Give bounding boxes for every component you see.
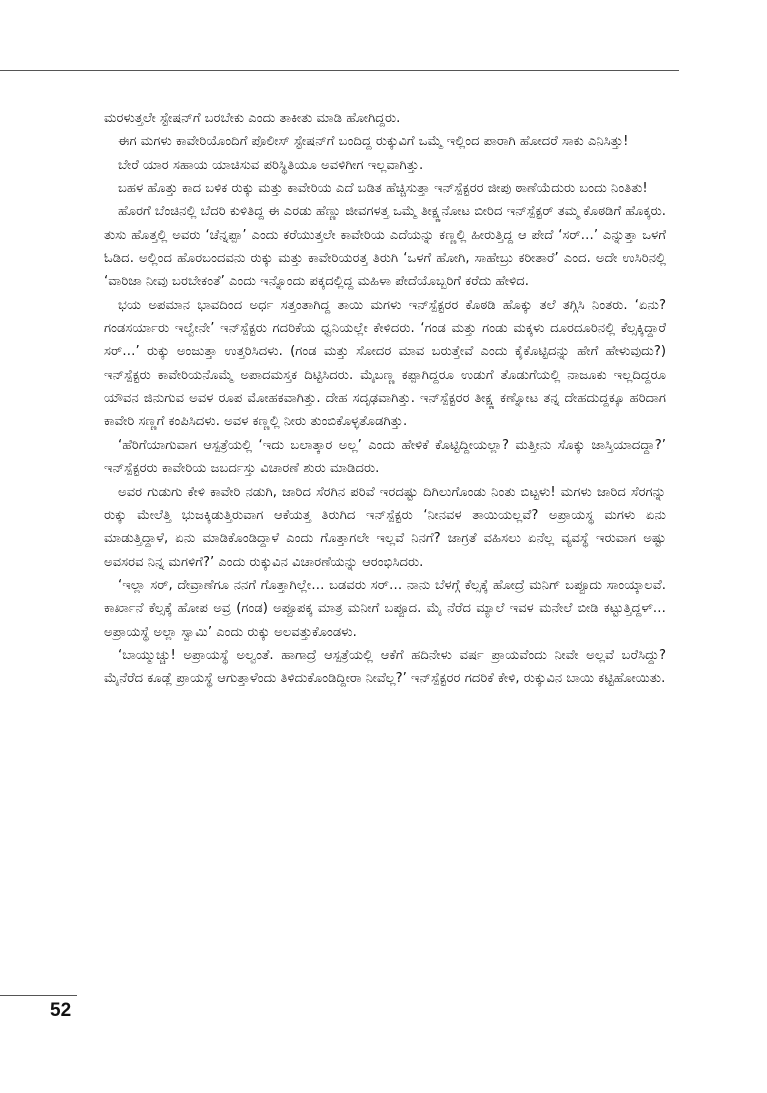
- paragraph-1: ಮರಳುತ್ತಲೇ ಸ್ಟೇಷನ್‌ಗೆ ಬರಬೇಕು ಎಂದು ತಾಕೀತು ಮಾಡಿ ಹೋಗಿದ್ದರು.: [104, 111, 401, 126]
- paragraph-5: ಹೊರಗೆ ಬೆಂಚಿನಲ್ಲಿ ಬೆದರಿ ಕುಳಿತಿದ್ದ ಈ ಎರಡು ಹೆಣ್ಣು ಜೀವಗಳತ್ತ ಒಮ್ಮೆ ತೀಕ್ಷ್ಣನೋಟ ಬೀರಿದ ಇನ್‌ಸ್ಪೆಕ್ಟರ್ ತಮ್ಮ ಕೊಠಡಿಗೆ ಹೊಕ್ಕರು. ತುಸು ಹೊತ್ತಲ್ಲಿ ಅವರು ‘ಚೆನ್ನಪ್ಪಾ’ ಎಂದು ಕರೆಯುತ್ತಲೇ ಕಾವೇರಿಯ ಎದೆಯನ್ನು ಕಣ್ಣಲ್ಲಿ ಹೀರುತ್ತಿದ್ದ ಆ ಪೇದೆ ‘ಸರ್…’ ಎನ್ನುತ್ತಾ ಒಳಗೆ ಓಡಿದ. ಅಲ್ಲಿಂದ ಹೊರಬಂದವನು ರುಕ್ಕು ಮತ್ತು ಕಾವೇರಿಯರತ್ತ ತಿರುಗಿ ‘ಒಳಗೆ ಹೋಗಿ, ಸಾಹೇಬ್ರು ಕರೀತಾರೆ’ ಎಂದ. ಅದೇ ಉಸಿರಿನಲ್ಲಿ ‘ವಾರಿಜಾ ನೀವು ಬರಬೇಕಂತೆ’ ಎಂದು ಇನ್ನೊಂದು ಪಕ್ಕದಲ್ಲಿದ್ದ ಮಹಿಳಾ ಪೇದೆಯೊಬ್ಬರಿಗೆ ಕರೆದು ಹೇಳಿದ.: [104, 204, 666, 290]
- paragraph-3: ಬೇರೆ ಯಾರ ಸಹಾಯ ಯಾಚಿಸುವ ಪರಿಸ್ಥಿತಿಯೂ ಅವಳಿಗೀಗ ಇಲ್ಲವಾಗಿತ್ತು.: [118, 157, 424, 173]
- paragraph-6: ಭಯ ಅಪಮಾನ ಭಾವದಿಂದ ಅರ್ಧ ಸತ್ತಂತಾಗಿದ್ದ ತಾಯಿ ಮಗಳು ಇನ್‌ಸ್ಪೆಕ್ಟರರ ಕೊಠಡಿ ಹೊಕ್ಕು ತಲೆ ತಗ್ಗಿಸಿ ನಿಂತರು. ‘ಏನು? ಗಂಡಸರ್ಯಾರು ಇಲ್ವೇನೇ’ ಇನ್‌ಸ್ಪೆಕ್ಟರು ಗದರಿಕೆಯ ಧ್ವನಿಯಲ್ಲೇ ಕೇಳಿದರು. ‘ಗಂಡ ಮತ್ತು ಗಂಡು ಮಕ್ಕಳು ದೂರದೂರಿನಲ್ಲಿ ಕೆಲ್ಸಕ್ಕಿದ್ದಾರೆ ಸರ್…’ ರುಕ್ಕು ಅಂಜುತ್ತಾ ಉತ್ತರಿಸಿದಳು. (ಗಂಡ ಮತ್ತು ಸೋದರ ಮಾವ ಬರುತ್ತೇವೆ ಎಂದು ಕೈಕೊಟ್ಟಿದನ್ನು ಹೇಗೆ ಹೇಳುವುದು?) ಇನ್‌ಸ್ಪೆಕ್ಟರು ಕಾವೇರಿಯನೊಮ್ಮೆ ಅಪಾದಮಸ್ತಕ ದಿಟ್ಟಿಸಿದರು. ಮೈಬಣ್ಣ ಕಪ್ಪಾಗಿದ್ದರೂ ಉಡುಗೆ ತೊಡುಗೆಯಲ್ಲಿ ನಾಜೂಕು ಇಲ್ಲದಿದ್ದರೂ ಯೌವನ ಜಿನುಗುವ ಅವಳ ರೂಪ ಮೋಹಕವಾಗಿತ್ತು. ದೇಹ ಸದೃಢವಾಗಿತ್ತು. ಇನ್‌ಸ್ಪೆಕ್ಟರರ ತೀಕ್ಷ್ಣ ಕಣ್ನೋಟ ತನ್ನ ದೇಹದುದ್ದಕ್ಕೂ ಹರಿದಾಗ ಕಾವೇರಿ ಸಣ್ಣಗೆ ಕಂಪಿಸಿದಳು. ಅವಳ ಕಣ್ಣಲ್ಲಿ ನೀರು ತುಂಬಿಕೊಳ್ಳತೊಡಗಿತ್ತು.: [104, 297, 666, 430]
- paragraph-9: ‘ಇಲ್ಲಾ ಸರ್, ದೇವ್ರಾಣೆಗೂ ನನಗೆ ಗೊತ್ತಾಗಿಲ್ಲೇ… ಬಡವರು ಸರ್… ನಾನು ಬೆಳಗ್ಗೆ ಕೆಲ್ಸಕ್ಕೆ ಹೋದ್ರೆ ಮನಿಗ್ ಬಪ್ಪೂದು ಸಾಂಯ್ಕಾಲವೆ. ಕಾರ್ಖಾನೆ ಕೆಲ್ಸಕ್ಕೆ ಹೋಪ ಅವ್ರ (ಗಂಡ) ಅಪ್ಪೂಪಕ್ಕ ಮಾತ್ರ ಮನೀಗೆ ಬಪ್ಪೂದ. ಮೈ ನೆರೆದ ಮ್ಯಾಲೆ ಇವಳ ಮನೇಲೆ ಬೀಡಿ ಕಟ್ಟುತ್ತಿದ್ದಳ್… ಅಪ್ರಾಯಸ್ಥೆ ಅಲ್ಲಾ ಸ್ವಾಮಿ’ ಎಂದು ರುಕ್ಕು ಅಲವತ್ತುಕೊಂಡಳು.: [104, 577, 666, 640]
- page-number: 52: [50, 1000, 72, 1021]
- header-rule: [0, 70, 679, 71]
- paragraph-10: ‘ಬಾಯ್ಮುಚ್ಚು! ಅಪ್ರಾಯಸ್ಥೆ ಅಲ್ವಂತೆ. ಹಾಗಾದ್ರೆ ಆಸ್ಪತ್ರೆಯಲ್ಲಿ ಆಕೆಗೆ ಹದಿನೇಳು ವರ್ಷ ಪ್ರಾಯವೆಂದು ನೀವೇ ಅಲ್ಲವೆ ಬರೆಸಿದ್ದು? ಮೈನೆರೆದ ಕೂಡ್ಲೆ ಪ್ರಾಯಸ್ಥೆ ಆಗುತ್ತಾಳೆಂದು ತಿಳಿದುಕೊಂಡಿದ್ದೀರಾ ನೀವೆಲ್ಲ?’ ಇನ್‌ಸ್ಪೆಕ್ಟರರ ಗದರಿಕೆ ಕೇಳಿ, ರುಕ್ಕುವಿನ ಬಾಯಿ ಕಟ್ಟಿಹೋಯಿತು.: [104, 647, 666, 687]
- paragraph-8: ಅವರ ಗುಡುಗು ಕೇಳಿ ಕಾವೇರಿ ನಡುಗಿ, ಜಾರಿದ ಸೆರಗಿನ ಪರಿವೆ ಇರದಷ್ಟು ದಿಗಿಲುಗೊಂಡು ನಿಂತು ಬಿಟ್ಟಳು! ಮಗಳು ಜಾರಿದ ಸೆರಗನ್ನು ರುಕ್ಕು ಮೇಲೆತ್ತಿ ಭುಜಕ್ಕಿಡುತ್ತಿರುವಾಗ ಆಕೆಯತ್ತ ತಿರುಗಿದ ಇನ್‌ಸ್ಪೆಕ್ಟರು ‘ನೀನವಳ ತಾಯಿಯಲ್ಲವೆ? ಅಪ್ರಾಯಸ್ಥ ಮಗಳು ಏನು ಮಾಡುತ್ತಿದ್ದಾಳೆ, ಏನು ಮಾಡಿಕೊಂಡಿದ್ದಾಳೆ ಎಂದು ಗೊತ್ತಾಗಲೇ ಇಲ್ಲವೆ ನಿನಗೆ? ಜಾಗ್ರತೆ ವಹಿಸಲು ಏನೆಲ್ಲ ವ್ಯವಸ್ಥೆ ಇರುವಾಗ ಅಷ್ಟು ಅವಸರವ ನಿನ್ನ ಮಗಳಿಗೆ?’ ಎಂದು ರುಕ್ಕುವಿನ ವಿಚಾರಣೆಯನ್ನು ಆರಂಭಿಸಿದರು.: [104, 484, 666, 570]
- page-body: [104, 107, 666, 691]
- paragraph-7: ‘ಹೆರಿಗೆಯಾಗುವಾಗ ಆಸ್ಪತ್ರೆಯಲ್ಲಿ ‘ಇದು ಬಲಾತ್ಕಾರ ಅಲ್ಲ’ ಎಂದು ಹೇಳಿಕೆ ಕೊಟ್ಟಿದ್ದೀಯಲ್ಲಾ? ಮತ್ತೀನು ಸೊಕ್ಕು ಜಾಸ್ತಿಯಾದದ್ದಾ?’ ಇನ್‌ಸ್ಪೆಕ್ಟರರು ಕಾವೇರಿಯ ಜಬರ್ದಸ್ತು ವಿಚಾರಣೆ ಶುರು ಮಾಡಿದರು.: [104, 437, 666, 477]
- paragraph-4: ಬಹಳ ಹೊತ್ತು ಕಾದ ಬಳಿಕ ರುಕ್ಕು ಮತ್ತು ಕಾವೇರಿಯ ಎದೆ ಬಡಿತ ಹೆಚ್ಚಿಸುತ್ತಾ ಇನ್‌ಸ್ಪೆಕ್ಟರರ ಜೀಪು ಠಾಣೆಯೆದುರು ಬಂದು ನಿಂತಿತು!: [118, 181, 648, 197]
- paragraph-2: ಈಗ ಮಗಳು ಕಾವೇರಿಯೊಂದಿಗೆ ಪೊಲೀಸ್ ಸ್ಟೇಷನ್‌ಗೆ ಬಂದಿದ್ದ ರುಕ್ಕುವಿಗೆ ಒಮ್ಮೆ ಇಲ್ಲಿಂದ ಪಾರಾಗಿ ಹೋದರೆ ಸಾಕು ಎನಿಸಿತ್ತು!: [118, 134, 629, 150]
- footer-rule: [0, 995, 77, 996]
